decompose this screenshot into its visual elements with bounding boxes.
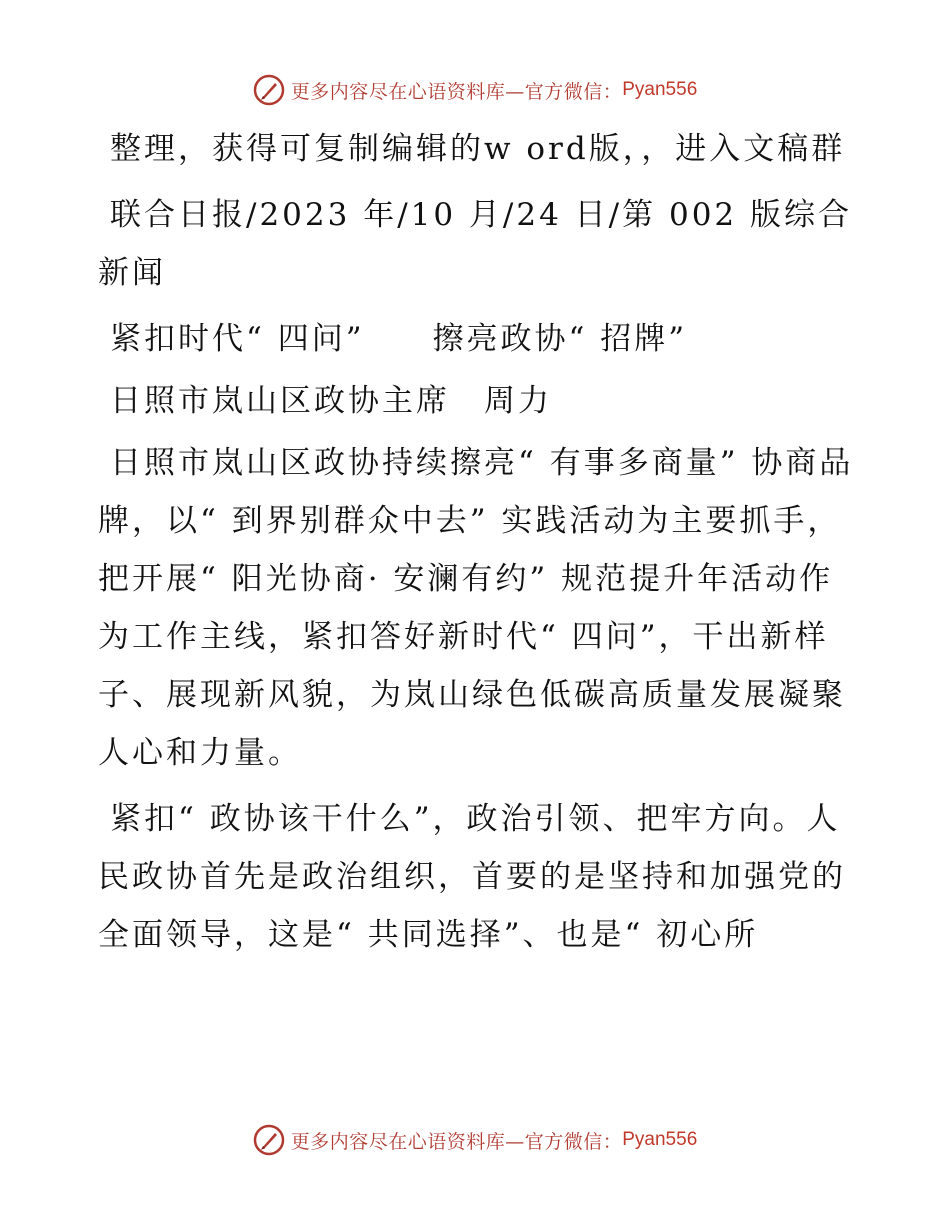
footer-watermark [0,1120,950,1160]
article-title: 紧扣时代“ 四问” 擦亮政协“ 招牌” [110,321,688,357]
article-author: 日照市岚山区政协主席 周力 [110,383,552,419]
watermark-text: 更多内容尽在心语资料库—官方微信： [290,80,623,103]
body-paragraph: 紧扣“ 政协该干什么”，政治引领、把牢方向。人民政协首先是政治组织，首要的是坚持和加强党的全面领导，这是“ 共同选择”、也是“ 初心所 [98,801,846,953]
quill-logo-icon [253,74,285,106]
body-paragraph: 日照市岚山区政协持续擦亮“ 有事多商量” 协商品牌，以“ 到界别群众中去” 实践活动为主要抓手，把开展“ 阳光协商· 安澜有约” 规范提升年活动作为工作主线，紧扣答好新时代“ 四问”，干出新样子、展现新风貌，为岚山绿色低碳高质量发展凝聚人心和力量。 [98,445,854,771]
intro-paragraph: 整理，获得可复制编辑的w ord版，，进入文稿群 [110,131,846,167]
watermark-text: 更多内容尽在心语资料库—官方微信： [290,1130,623,1153]
header-watermark [0,70,950,110]
document-body [98,120,858,972]
watermark-wechat-id: Pyan556 [622,1129,698,1150]
source-line: 联合日报/2023 年/10 月/24 日/第 002 版综合新闻 [98,197,853,291]
watermark-wechat-id: Pyan556 [622,79,698,100]
quill-logo-icon [253,1124,285,1156]
